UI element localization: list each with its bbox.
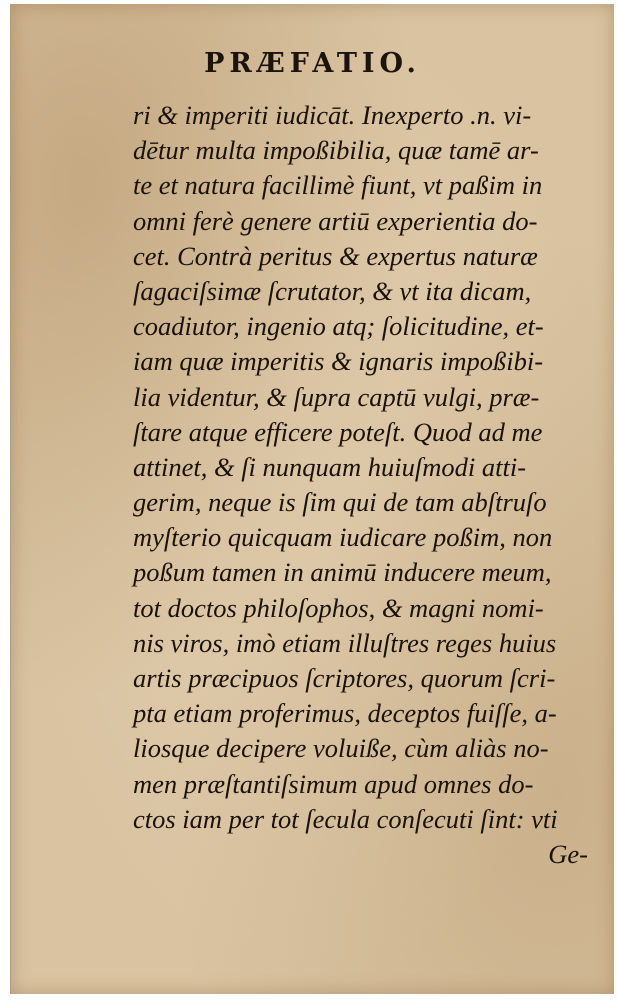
text-line-15: tot doctos philoſophos, & magni nomi- [133, 592, 544, 623]
text-line-12: gerim, neque is ſim qui de tam abſtruſo [133, 487, 547, 518]
text-line-10: ſtare atque efficere poteſt. Quod ad me [133, 416, 543, 447]
text-line-13: myſterio quicquam iudicare poßim, non [133, 522, 553, 553]
text-line-18: pta etiam proferimus, deceptos fuiſſe, a- [133, 698, 557, 729]
text-line-19: liosque decipere voluiße, cùm aliàs no- [133, 733, 549, 764]
text-line-1: ri & imperiti iudicāt. Inexperto .n. vi- [133, 100, 532, 130]
text-line-21: ctos iam per tot ſecula conſecuti ſint: vti [133, 803, 558, 834]
book-page [10, 4, 614, 994]
text-line-3: te et natura facillimè fiunt, vt paßim in [133, 170, 543, 201]
text-line-9: lia videntur, & ſupra captū vulgi, præ- [133, 381, 540, 412]
text-line-17: artis præcipuos ſcriptores, quorum ſcri- [133, 663, 556, 693]
body-text [133, 98, 588, 872]
text-line-14: poßum tamen in animū inducere meum, [133, 557, 552, 588]
text-line-20: men præſtantiſsimum apud omnes do- [133, 768, 534, 799]
text-line-7: coadiutor, ingenio atq; ſolicitudine, et- [133, 311, 544, 342]
text-line-8: iam quæ imperitis & ignaris impoßibi- [133, 346, 544, 377]
text-line-6: ſagaciſsimæ ſcrutator, & vt ita dicam, [133, 275, 532, 306]
text-line-4: omni ferè genere artiū experientia do- [133, 205, 538, 236]
text-line-5: cet. Contrà peritus & expertus naturæ [133, 240, 538, 271]
text-line-2: dētur multa impoßibilia, quæ tamē ar- [133, 135, 539, 166]
text-line-11: attinet, & ſi nunquam huiuſmodi atti- [133, 451, 527, 482]
text-line-16: nis viros, imò etiam illuſtres reges huius [133, 627, 557, 658]
running-header: PRÆFATIO. [204, 48, 421, 79]
catchword: Ge- [548, 838, 588, 869]
